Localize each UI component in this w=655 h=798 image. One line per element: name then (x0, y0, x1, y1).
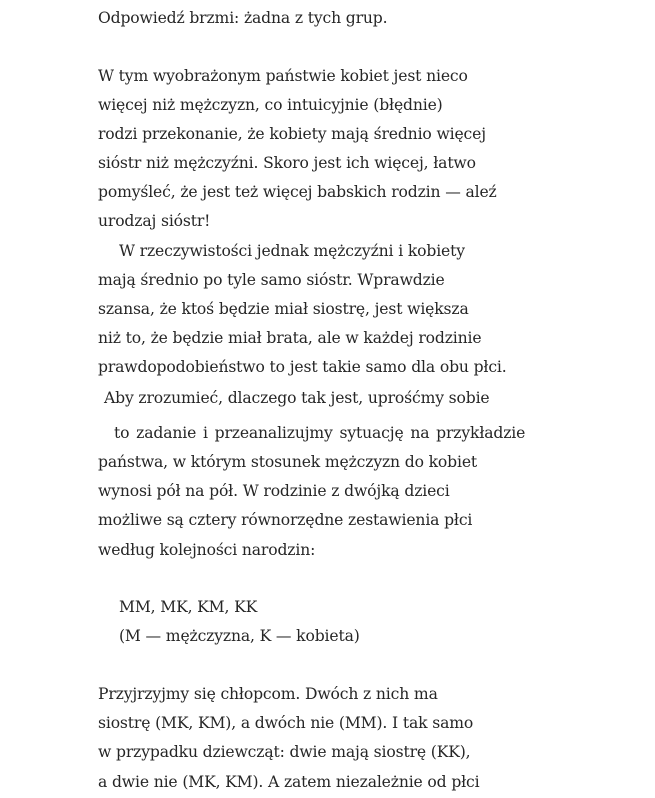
text-line: wynosi pół na pół. W rodzinie z dwójką dzieci (98, 482, 450, 500)
text-line: Odpowiedź brzmi: żadna z tych grup. (98, 9, 388, 27)
text-line: urodzaj sióstr! (98, 212, 211, 230)
text-line: sióstr niż mężczyźni. Skoro jest ich więcej, łatwo (98, 154, 476, 172)
text-line: w przypadku dziewcząt: dwie mają siostrę (KK), (98, 743, 471, 761)
text-line: to zadanie i przeanalizujmy sytuację na przykładzie (114, 424, 526, 442)
text-line: rodzi przekonanie, że kobiety mają średnio więcej (98, 125, 486, 143)
text-line: państwa, w którym stosunek mężczyzn do kobiet (98, 453, 478, 471)
text-line: więcej niż mężczyzn, co intuicyjnie (błędnie) (98, 96, 443, 114)
text-line: prawdopodobieństwo to jest takie samo dla obu płci. (98, 358, 507, 376)
text-line: mają średnio po tyle samo sióstr. Wprawdzie (98, 271, 445, 289)
text-line: Aby zrozumieć, dlaczego tak jest, uprośćmy sobie (104, 389, 490, 407)
text-line: W tym wyobrażonym państwie kobiet jest nieco (98, 67, 468, 85)
legend-line: (M — mężczyzna, K — kobieta) (119, 627, 360, 645)
sex-combinations-line: MM, MK, KM, KK (119, 598, 258, 616)
text-line: szansa, że ktoś będzie miał siostrę, jest większa (98, 300, 469, 318)
text-line: Przyjrzyjmy się chłopcom. Dwóch z nich ma (98, 685, 438, 703)
text-line: pomyśleć, że jest też więcej babskich rodzin — aleź (98, 183, 497, 201)
text-line: według kolejności narodzin: (98, 541, 316, 559)
text-line: W rzeczywistości jednak mężczyźni i kobiety (119, 242, 465, 260)
text-line: możliwe są cztery równorzędne zestawienia płci (98, 511, 473, 529)
text-line: niż to, że będzie miał brata, ale w każdej rodzinie (98, 329, 482, 347)
text-line: a dwie nie (MK, KM). A zatem niezależnie od płci (98, 773, 480, 791)
text-line: siostrę (MK, KM), a dwóch nie (MM). I tak samo (98, 714, 474, 732)
